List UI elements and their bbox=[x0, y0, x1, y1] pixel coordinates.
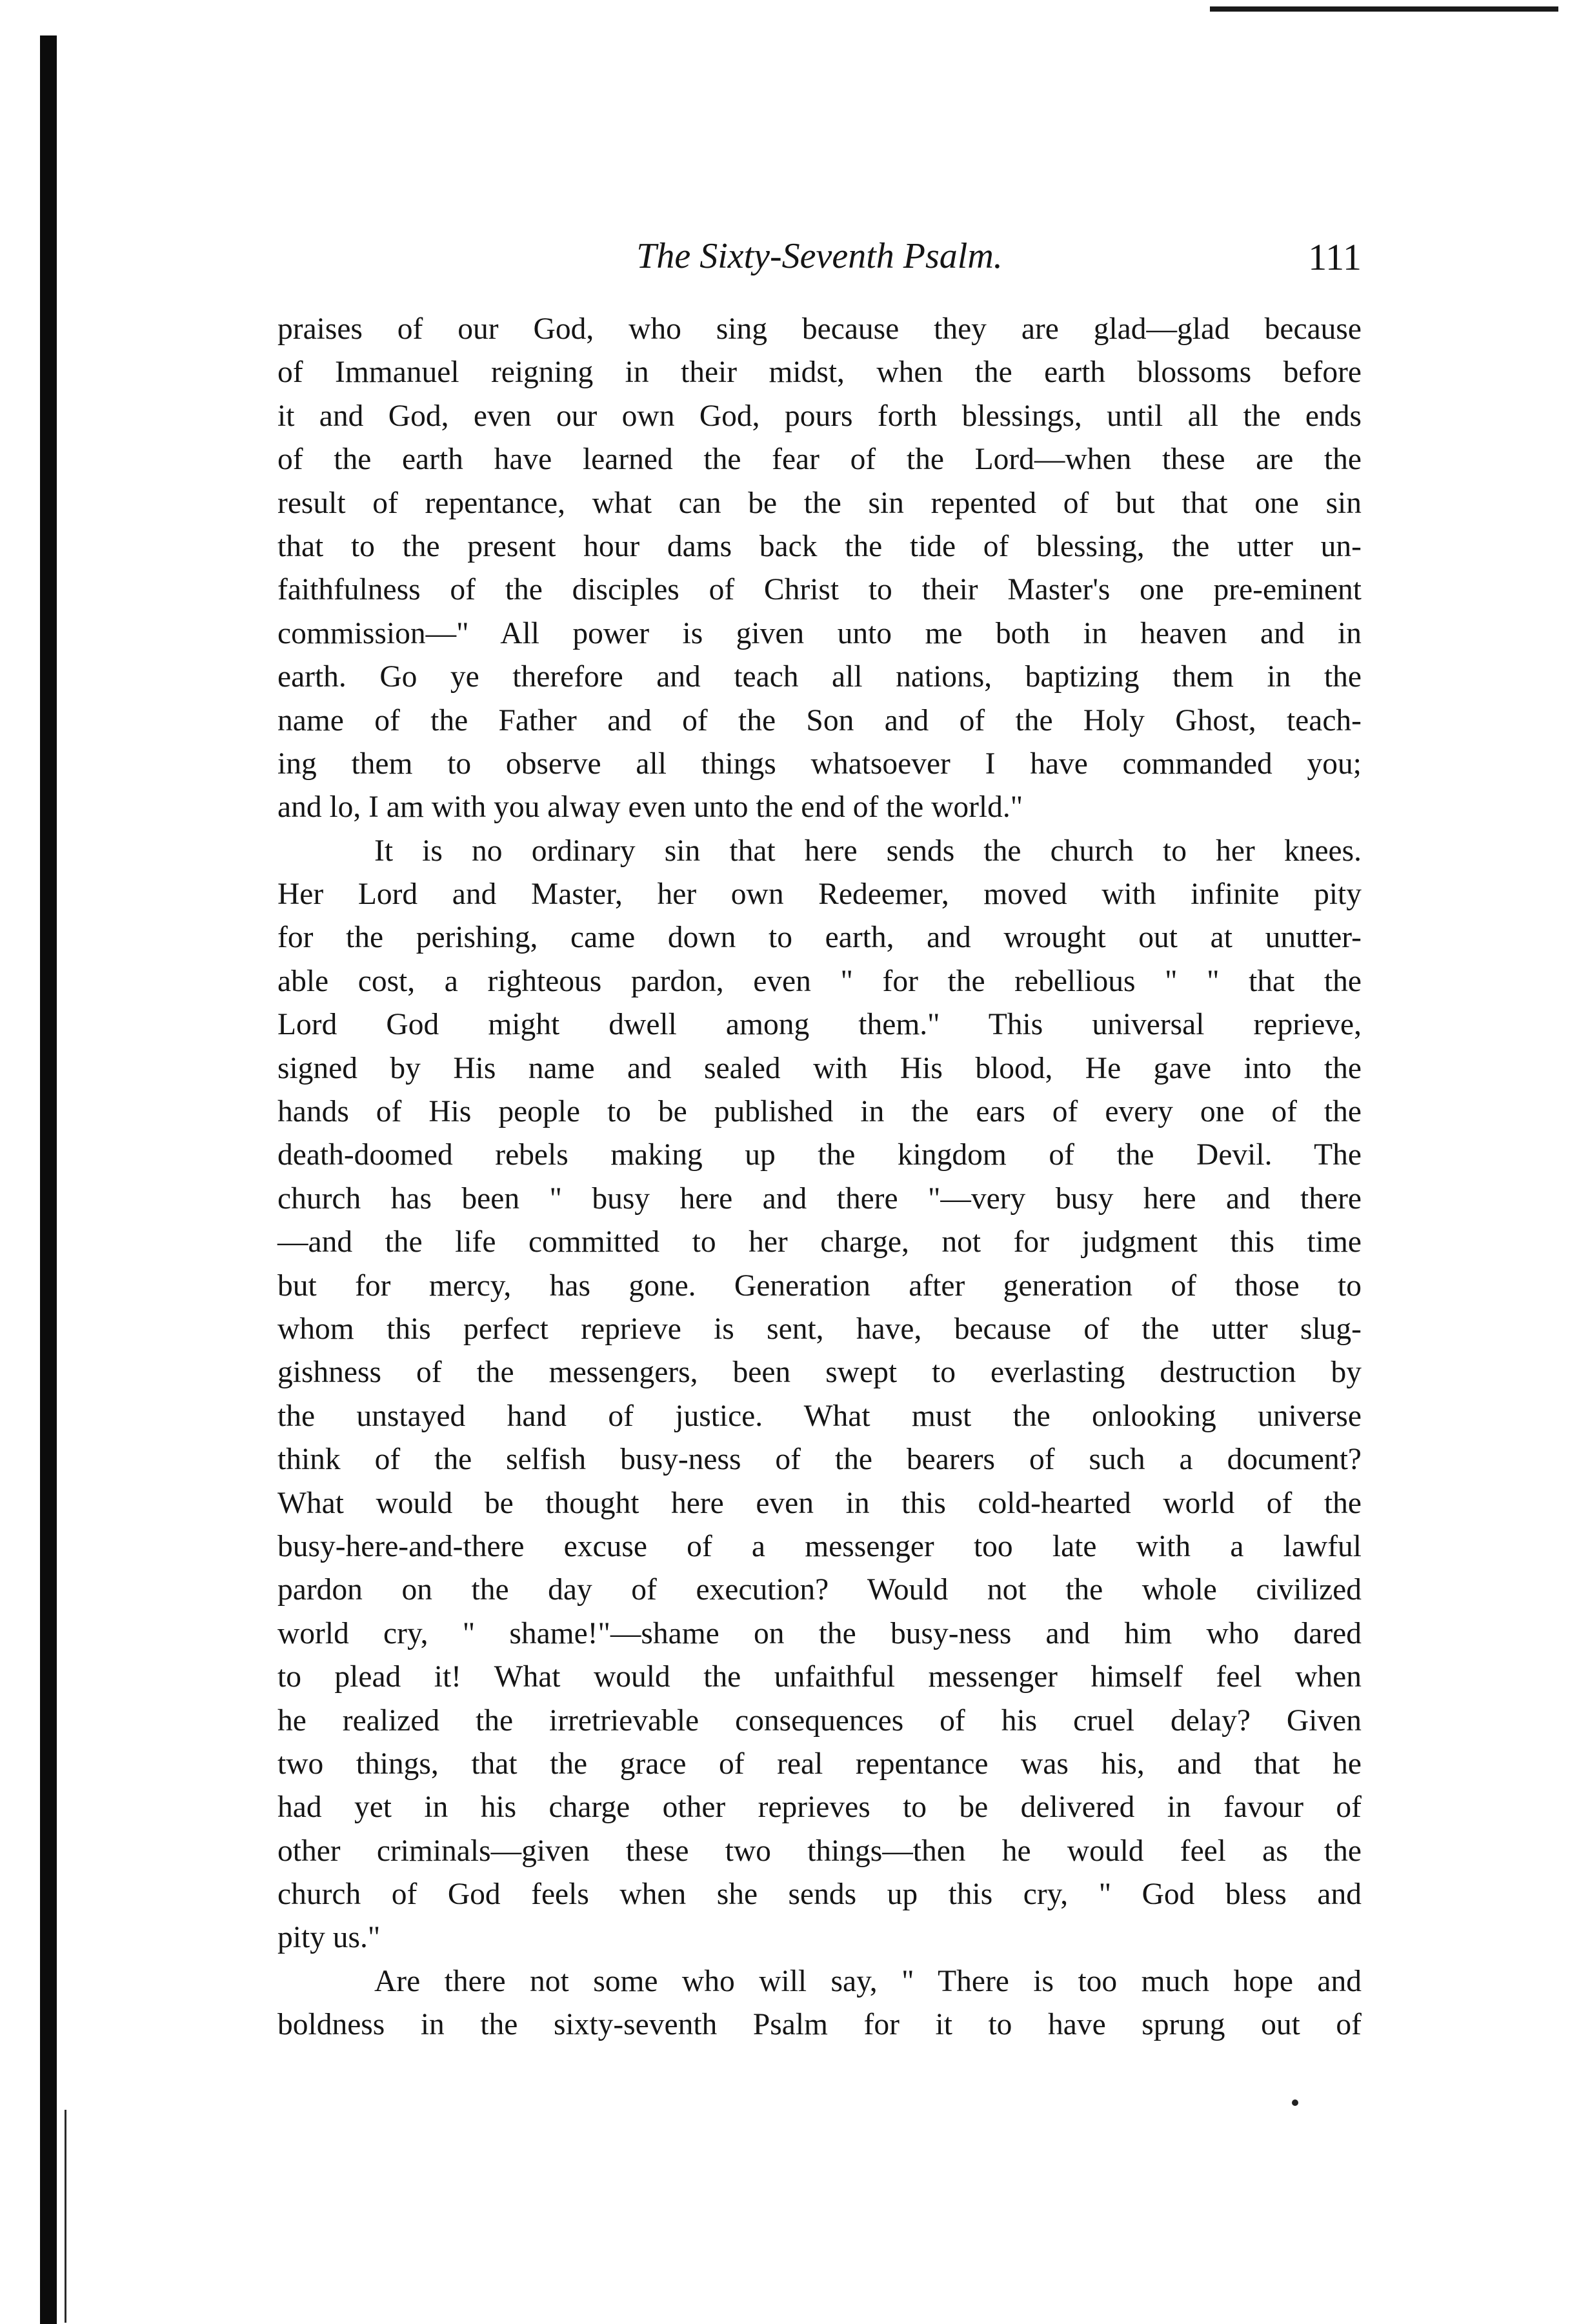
running-head bbox=[277, 235, 1362, 294]
text-line: Lord God might dwell among them." This universal reprieve, bbox=[277, 1008, 1362, 1042]
paragraph bbox=[277, 1960, 1362, 2047]
text-line: that to the present hour dams back the tide of blessing, the utter un- bbox=[277, 529, 1362, 563]
text-line: it and God, even our own God, pours forth blessings, until all the ends bbox=[277, 399, 1362, 433]
scan-spine-edge bbox=[40, 35, 57, 2324]
text-line: had yet in his charge other reprieves to be delivered in favour of bbox=[277, 1790, 1362, 1825]
top-rule bbox=[1210, 6, 1558, 12]
text-line: think of the selfish busy-ness of the bearers of such a document? bbox=[277, 1443, 1362, 1477]
text-line: church of God feels when she sends up this cry, " God bless and bbox=[277, 1878, 1362, 1912]
text-line: he realized the irretrievable consequences of his cruel delay? Given bbox=[277, 1703, 1362, 1738]
text-line: but for mercy, has gone. Generation after generation of those to bbox=[277, 1268, 1362, 1303]
text-line: gishness of the messengers, been swept to everlasting destruction by bbox=[277, 1356, 1362, 1390]
text-line: for the perishing, came down to earth, and wrought out at unutter- bbox=[277, 921, 1362, 955]
text-line: church has been " busy here and there "—very busy here and there bbox=[277, 1181, 1362, 1216]
text-line: signed by His name and sealed with His blood, He gave into the bbox=[277, 1051, 1362, 1085]
text-line: the unstayed hand of justice. What must the onlooking universe bbox=[277, 1399, 1362, 1433]
text-line: result of repentance, what can be the sin repented of but that one sin bbox=[277, 486, 1362, 520]
printer-dot-mark bbox=[1292, 2099, 1298, 2106]
text-line: What would be thought here even in this cold-hearted world of the bbox=[277, 1486, 1362, 1520]
scan-spine-hairline bbox=[65, 2110, 66, 2323]
text-line: boldness in the sixty-seventh Psalm for it to have sprung out of bbox=[277, 2008, 1362, 2042]
text-line: pity us." bbox=[277, 1921, 381, 1955]
page-number: 111 bbox=[1308, 236, 1362, 278]
text-line: of Immanuel reigning in their midst, when the earth blossoms before bbox=[277, 356, 1362, 390]
book-page bbox=[277, 235, 1362, 2047]
text-line: praises of our God, who sing because they are glad—glad because bbox=[277, 312, 1362, 346]
text-line: of the earth have learned the fear of the Lord—when these are the bbox=[277, 443, 1362, 477]
text-line: ing them to observe all things whatsoever I have commanded you; bbox=[277, 746, 1362, 781]
text-line: hands of His people to be published in the ears of every one of the bbox=[277, 1095, 1362, 1129]
text-line: earth. Go ye therefore and teach all nations, baptizing them in the bbox=[277, 660, 1362, 694]
text-line: and lo, I am with you alway even unto the end of the world." bbox=[277, 790, 1023, 825]
text-line: able cost, a righteous pardon, even " for the rebellious " " that the bbox=[277, 964, 1362, 998]
text-line: name of the Father and of the Son and of the Holy Ghost, teach- bbox=[277, 703, 1362, 737]
text-line: world cry, " shame!"—shame on the busy-ness and him who dared bbox=[277, 1616, 1362, 1650]
text-line: Her Lord and Master, her own Redeemer, moved with infinite pity bbox=[277, 877, 1362, 912]
text-line: It is no ordinary sin that here sends the church to her knees. bbox=[374, 834, 1362, 868]
body-text bbox=[277, 308, 1362, 2047]
paragraph bbox=[277, 830, 1362, 1960]
text-line: busy-here-and-there excuse of a messenger too late with a lawful bbox=[277, 1529, 1362, 1563]
text-line: pardon on the day of execution? Would not the whole civilized bbox=[277, 1573, 1362, 1607]
text-line: commission—" All power is given unto me both in heaven and in bbox=[277, 616, 1362, 650]
text-line: death-doomed rebels making up the kingdom of the Devil. The bbox=[277, 1138, 1362, 1172]
running-title: The Sixty-Seventh Psalm. bbox=[636, 236, 1003, 276]
text-line: whom this perfect reprieve is sent, have, because of the utter slug- bbox=[277, 1312, 1362, 1346]
paragraph bbox=[277, 308, 1362, 830]
text-line: —and the life committed to her charge, not for judgment this time bbox=[277, 1225, 1362, 1259]
text-line: two things, that the grace of real repentance was his, and that he bbox=[277, 1747, 1362, 1781]
text-line: faithfulness of the disciples of Christ to their Master's one pre-eminent bbox=[277, 573, 1362, 607]
text-line: to plead it! What would the unfaithful messenger himself feel when bbox=[277, 1660, 1362, 1694]
text-line: other criminals—given these two things—then he would feel as the bbox=[277, 1834, 1362, 1868]
text-line: Are there not some who will say, " There is too much hope and bbox=[374, 1964, 1362, 1998]
